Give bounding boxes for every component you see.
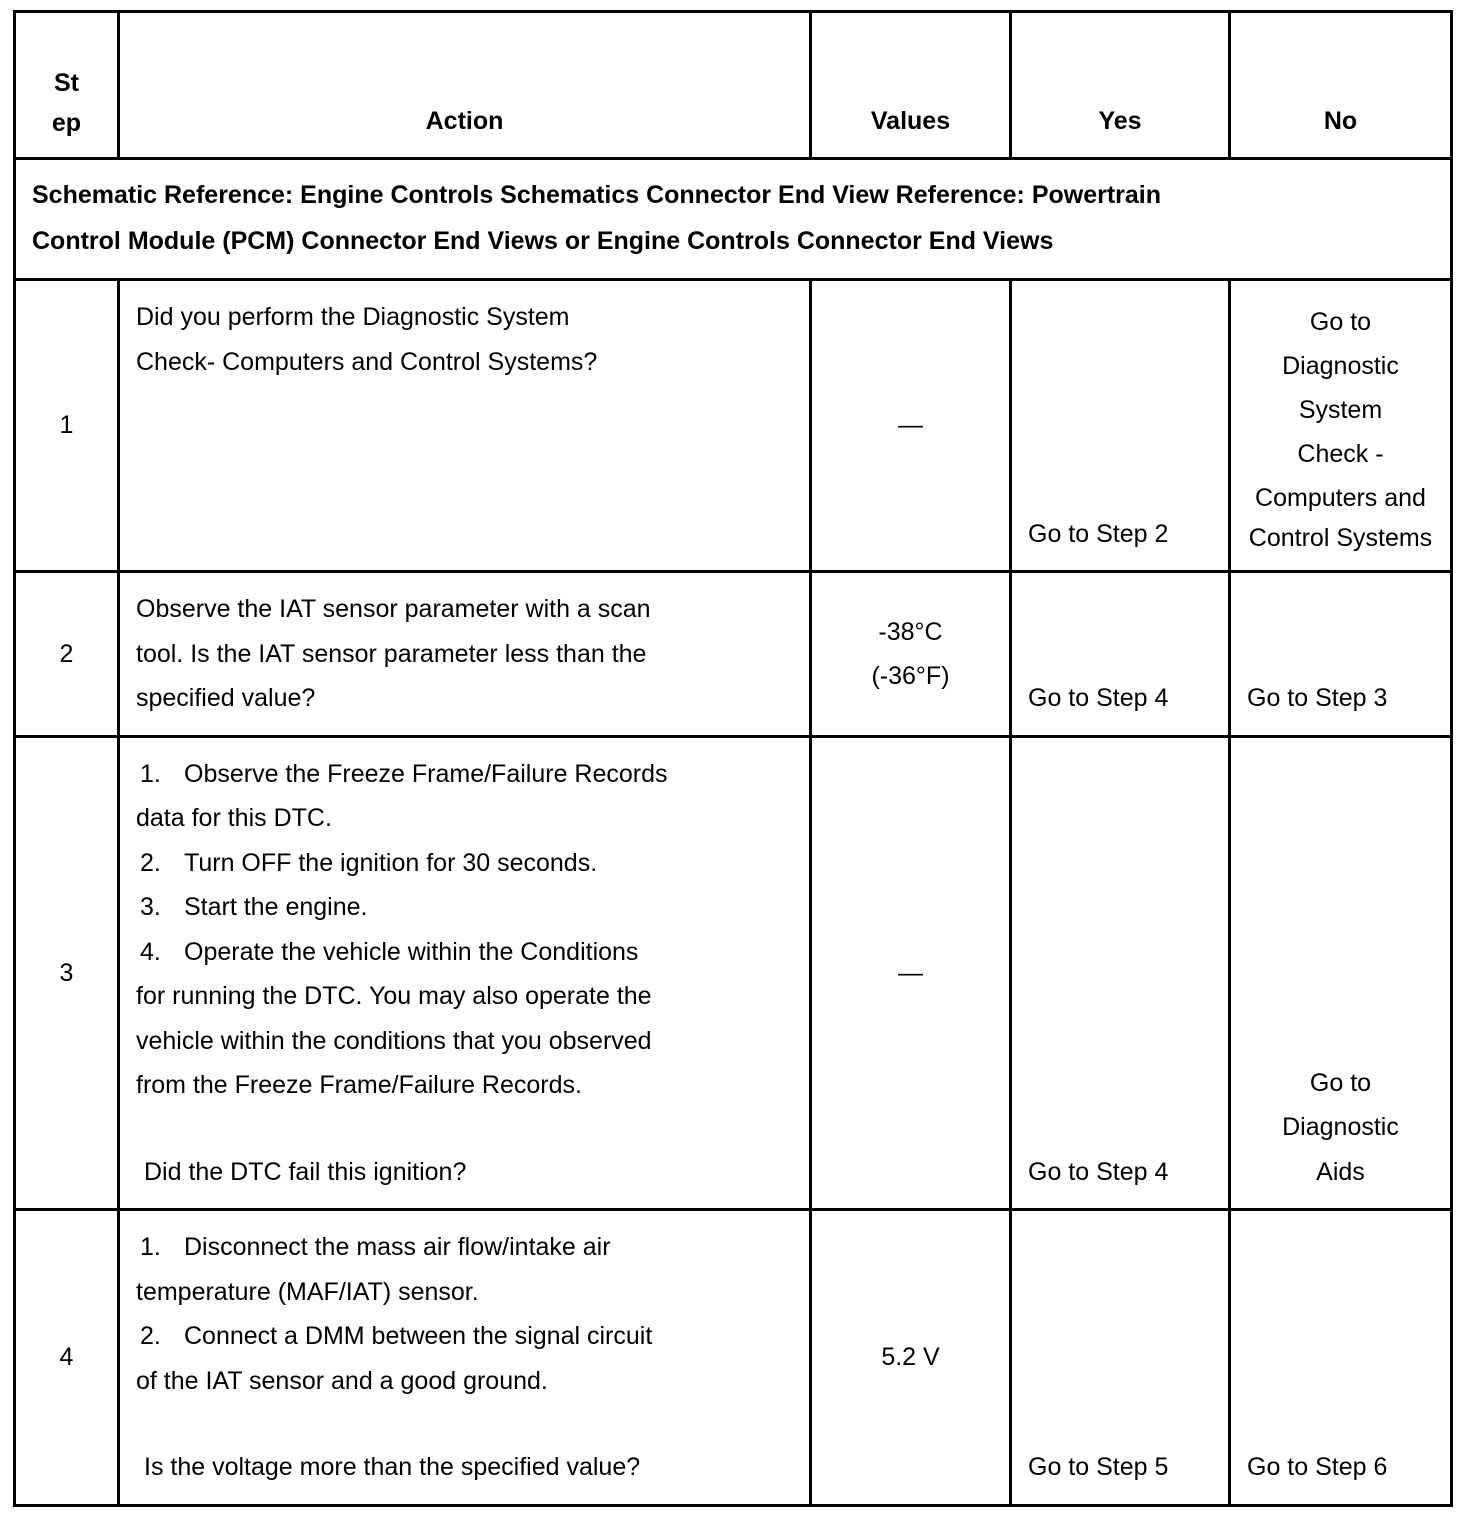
list-item [136,841,793,886]
no-line: Diagnostic [1282,1113,1399,1141]
value-celsius: -38°C [878,617,943,646]
yes-cell: Go to Step 2 [1011,280,1230,572]
list-text-continued: data for this DTC. [136,804,332,832]
no-line: Control Systems [1248,524,1433,552]
table-row-step-3 [15,736,1452,1210]
step-header-line-2: ep [51,109,82,137]
list-item [136,885,793,930]
no-line: Computers and [1255,484,1426,512]
list-text-continued: for running the DTC. You may also operate the [136,982,652,1010]
action-line: specified value? [136,684,316,712]
values-cell: — [811,280,1011,572]
no-line: Check - [1297,440,1384,468]
no-cell: Go to Step 6 [1230,1210,1452,1506]
no-cell [1230,280,1452,572]
list-item [136,1314,793,1359]
header-row [15,12,1452,159]
list-item [136,930,793,975]
list-text: Start the engine. [184,893,368,921]
list-number: 1. [140,759,161,788]
schematic-reference [15,159,1452,280]
reference-row [15,159,1452,280]
diagnostic-table [13,10,1453,1507]
no-cell [1230,736,1452,1210]
spacer [136,1403,793,1445]
list-text-continued: vehicle within the conditions that you observed [136,1026,652,1055]
diagnostic-table-frame [13,10,1450,1503]
values-cell: — [811,736,1011,1210]
yes-cell: Go to Step 4 [1011,572,1230,737]
list-number: 2. [140,848,161,877]
values-cell [811,572,1011,737]
values-column-header: Values [811,12,1011,159]
yes-column-header: Yes [1011,12,1230,159]
action-line: Observe the IAT sensor parameter with a scan [136,595,651,623]
yes-cell: Go to Step 4 [1011,736,1230,1210]
list-item [136,1225,793,1270]
step-header-line-1: St [54,69,79,97]
no-column-header: No [1230,12,1452,159]
step-column-header [15,12,119,159]
value-fahrenheit: (-36°F) [871,661,950,690]
action-line: Did you perform the Diagnostic System [136,303,570,331]
list-text: Observe the Freeze Frame/Failure Records [184,759,668,788]
table-row-step-2 [15,572,1452,737]
action-cell [119,736,811,1210]
action-cell [119,1210,811,1506]
no-line: Go to [1309,1068,1372,1097]
step-number: 4 [15,1210,119,1506]
list-text: Disconnect the mass air flow/intake air [184,1233,611,1261]
yes-cell: Go to Step 5 [1011,1210,1230,1506]
step-number: 2 [15,572,119,737]
no-line: Go to [1309,308,1372,336]
reference-line-1: Schematic Reference: Engine Controls Schematics Connector End View Reference: Powertrain [32,181,1162,209]
action-question: Is the voltage more than the specified value? [144,1453,641,1481]
action-cell [119,572,811,737]
list-number: 3. [140,893,161,921]
list-number: 4. [140,937,161,966]
list-number: 1. [140,1233,161,1261]
step-number: 3 [15,736,119,1210]
action-column-header: Action [119,12,811,159]
list-text-continued: of the IAT sensor and a good ground. [136,1366,548,1395]
values-cell: 5.2 V [811,1210,1011,1506]
list-item [136,752,793,797]
reference-line-2: Control Module (PCM) Connector End Views or Engine Controls Connector End Views [32,227,1054,255]
action-line: Check- Computers and Control Systems? [136,347,598,376]
no-line: System [1298,396,1383,424]
list-text: Operate the vehicle within the Conditions [184,937,639,966]
action-question: Did the DTC fail this ignition? [144,1157,467,1186]
no-cell: Go to Step 3 [1230,572,1452,737]
table-row-step-4 [15,1210,1452,1506]
list-text: Turn OFF the ignition for 30 seconds. [184,848,598,877]
spacer [136,1108,793,1150]
table-row-step-1 [15,280,1452,572]
no-line: Diagnostic [1282,352,1399,380]
action-list [136,1225,793,1403]
action-list [136,752,793,1108]
list-text-continued: temperature (MAF/IAT) sensor. [136,1277,479,1306]
list-text: Connect a DMM between the signal circuit [184,1322,653,1350]
action-cell [119,280,811,572]
step-number: 1 [15,280,119,572]
action-line: tool. Is the IAT sensor parameter less than the [136,639,647,668]
no-line: Aids [1316,1157,1365,1186]
list-number: 2. [140,1322,161,1350]
list-text-continued: from the Freeze Frame/Failure Records. [136,1071,582,1099]
